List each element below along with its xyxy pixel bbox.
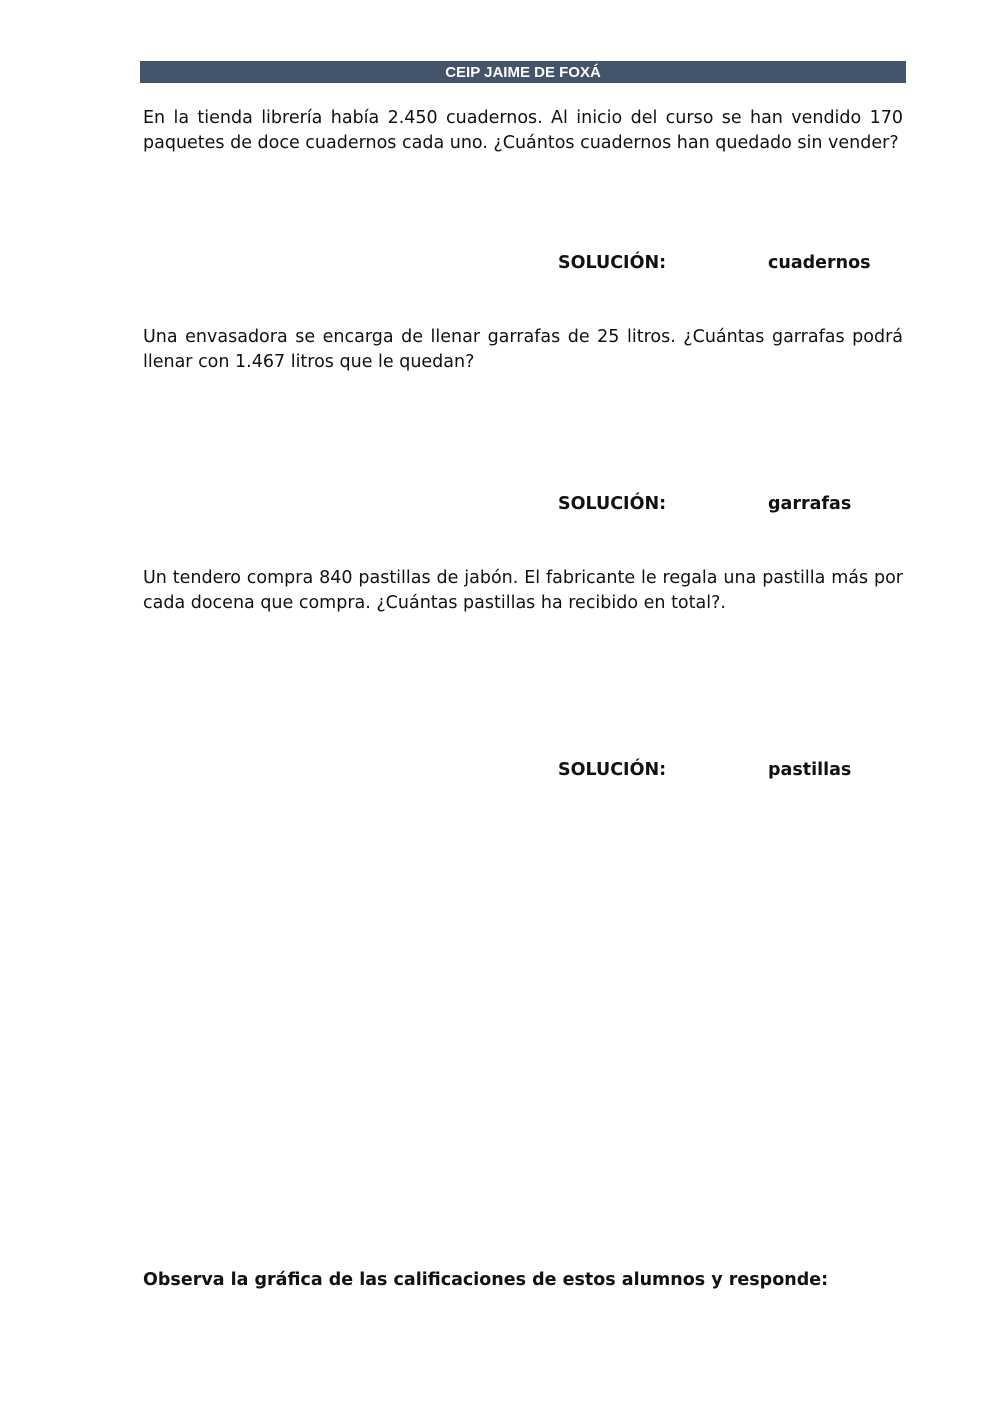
problem-3-text: Un tendero compra 840 pastillas de jabón. El fabricante le regala una pastilla más por cada docena que compra. ¿Cuántas pastillas ha recibido en total?. bbox=[143, 568, 903, 613]
problem-2-text: Una envasadora se encarga de llenar garrafas de 25 litros. ¿Cuántas garrafas podrá llenar con 1.467 litros que le quedan? bbox=[143, 327, 903, 372]
unit-label-3: pastillas bbox=[768, 760, 852, 780]
solution-label-2: SOLUCIÓN: bbox=[558, 494, 667, 514]
school-header: CEIP JAIME DE FOXÁ bbox=[140, 61, 906, 83]
answer-input-3[interactable] bbox=[676, 759, 764, 785]
answer-input-2[interactable] bbox=[676, 493, 764, 519]
unit-label-1: cuadernos bbox=[768, 253, 871, 273]
unit-label-2: garrafas bbox=[768, 494, 852, 514]
answer-input-1[interactable] bbox=[676, 252, 764, 278]
chart-question-prompt: Observa la gráfica de las calificaciones de estos alumnos y responde: bbox=[143, 1270, 829, 1290]
solution-label-3: SOLUCIÓN: bbox=[558, 760, 667, 780]
solution-label-1: SOLUCIÓN: bbox=[558, 253, 667, 273]
problem-1-text: En la tienda librería había 2.450 cuadernos. Al inicio del curso se han vendido 170 paquetes de doce cuadernos cada uno. ¿Cuántos cuadernos han quedado sin vender? bbox=[143, 108, 903, 153]
